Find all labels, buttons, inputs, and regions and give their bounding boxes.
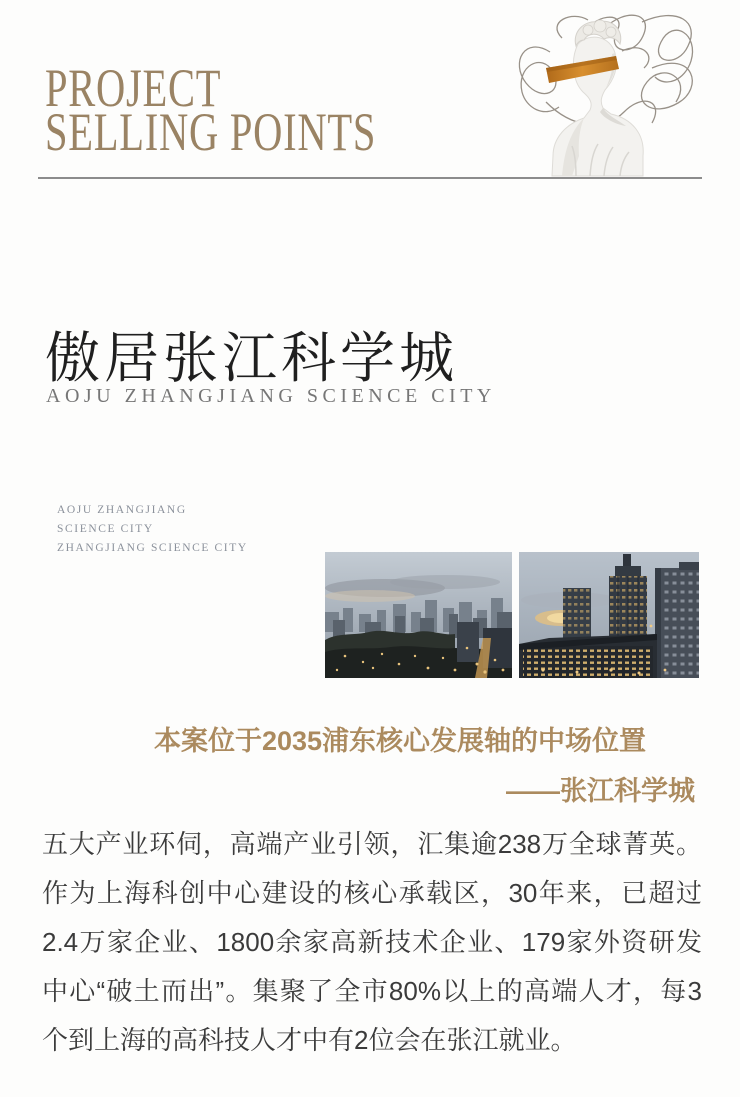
main-title-cn: 傲居张江科学城 bbox=[45, 328, 459, 389]
city-photo-left bbox=[325, 552, 512, 678]
body-line-3: 2.4万家企业、1800余家高新技术企业、179家外资研发 bbox=[42, 927, 702, 957]
highlight-line-2: ——张江科学城 bbox=[506, 776, 695, 806]
body-line-2: 作为上海科创中心建设的核心承载区，30年来，已超过 bbox=[42, 878, 702, 908]
side-note bbox=[57, 501, 248, 558]
header-line-2: SELLING POINTS bbox=[45, 102, 377, 162]
header-line-1: PROJECT bbox=[45, 58, 222, 118]
main-title-en: AOJU ZHANGJIANG SCIENCE CITY bbox=[46, 385, 496, 407]
side-note-line-3: ZHANGJIANG SCIENCE CITY bbox=[57, 542, 248, 554]
page-header-title bbox=[45, 58, 377, 162]
body-paragraph bbox=[42, 820, 702, 1065]
body-line-5: 个到上海的高科技人才中有2位会在张江就业。 bbox=[42, 1025, 577, 1055]
city-photo-right bbox=[519, 552, 699, 678]
side-note-line-1: AOJU ZHANGJIANG bbox=[57, 504, 187, 516]
body-line-1: 五大产业环伺，高端产业引领，汇集逾238万全球菁英。 bbox=[42, 829, 702, 859]
header-divider-line bbox=[38, 177, 702, 179]
statue-bust-icon bbox=[492, 6, 704, 178]
side-note-line-2: SCIENCE CITY bbox=[57, 523, 154, 535]
body-line-4: 中心“破土而出”。集聚了全市80%以上的高端人才，每3 bbox=[42, 976, 702, 1006]
highlight-block bbox=[105, 716, 695, 816]
highlight-line-1: 本案位于2035浦东核心发展轴的中场位置 bbox=[153, 726, 647, 756]
